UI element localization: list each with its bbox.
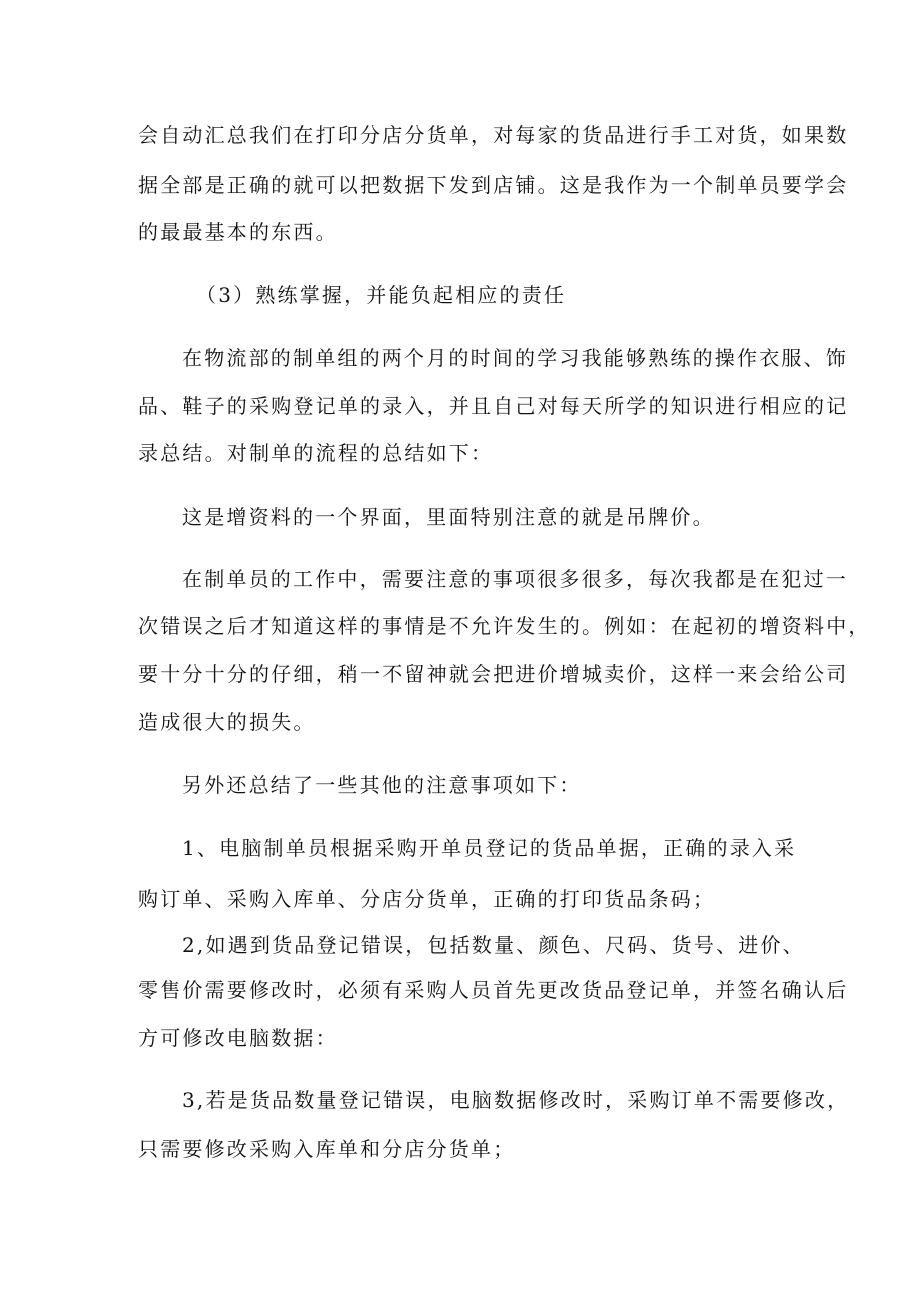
text-line: 造成很大的损失。: [138, 710, 316, 734]
text-line: 这是增资料的一个界面，里面特别注意的就是吊牌价。: [182, 505, 715, 529]
list-item-line: 只需要修改采购入库单和分店分货单；: [138, 1137, 516, 1161]
text-line: 品、鞋子的采购登记单的录入，并且自己对每天所学的知识进行相应的记: [138, 394, 849, 418]
text-line: 会自动汇总我们在打印分店分货单，对每家的货品进行手工对货，如果数: [138, 123, 849, 147]
text-line: 的最最基本的东西。: [138, 220, 338, 244]
list-item-line: 2,如遇到货品登记错误，包括数量、颜色、尺码、货号、进价、: [182, 933, 805, 957]
text-line: 另外还总结了一些其他的注意事项如下：: [182, 773, 582, 797]
list-item-line: 3,若是货品数量登记错误，电脑数据修改时，采购订单不需要修改，: [182, 1088, 850, 1112]
text-line: 要十分十分的仔细，稍一不留神就会把进价增城卖价，这样一来会给公司: [138, 662, 849, 686]
list-item-line: 1、电脑制单员根据采购开单员登记的货品单据，正确的录入采: [182, 836, 797, 860]
text-line: 在物流部的制单组的两个月的时间的学习我能够熟练的操作衣服、饰: [182, 346, 848, 370]
section-heading: （3）熟练掌握，并能负起相应的责任: [196, 283, 567, 307]
text-line: 录总结。对制单的流程的总结如下：: [138, 441, 494, 465]
text-line: 次错误之后才知道这样的事情是不允许发生的。例如：在起初的增资料中，: [138, 614, 871, 638]
list-item-line: 零售价需要修改时，必须有采购人员首先更改货品登记单，并签名确认后: [138, 978, 849, 1002]
text-line: 在制单员的工作中，需要注意的事项很多很多，每次我都是在犯过一: [182, 567, 848, 591]
text-line: 据全部是正确的就可以把数据下发到店铺。这是我作为一个制单员要学会: [138, 173, 849, 197]
list-item-line: 购订单、采购入库单、分店分货单，正确的打印货品条码；: [138, 887, 716, 911]
list-item-line: 方可修改电脑数据：: [138, 1026, 338, 1050]
